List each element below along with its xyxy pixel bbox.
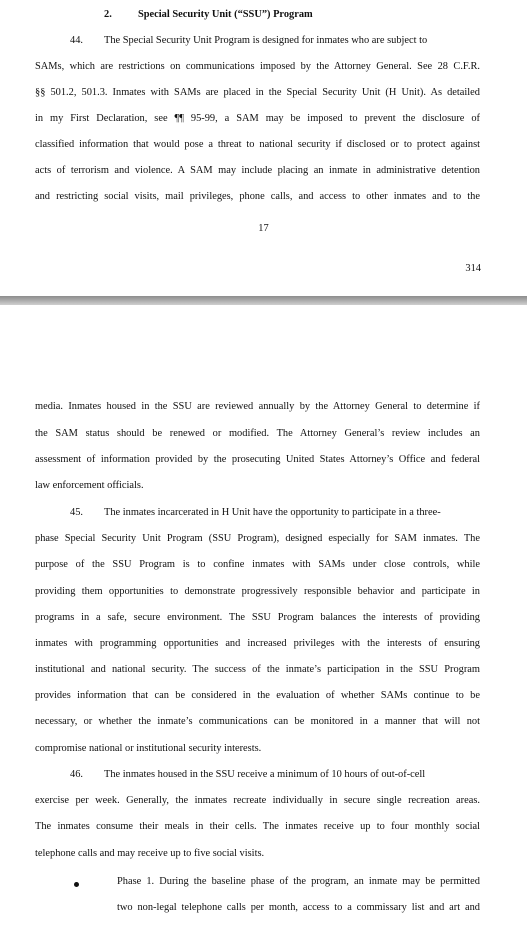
para-46-number: 46. xyxy=(70,769,83,780)
para-45-line-2: phase Special Security Unit Program (SSU Program), designed especially for SAM inmates. The xyxy=(35,533,480,544)
para-44-line-4: in my First Declaration, see ¶¶ 95-99, a SAM may be imposed to prevent the disclosure of xyxy=(35,113,480,124)
page-17 xyxy=(0,0,527,296)
para-44-line-2: SAMs, which are restrictions on communications imposed by the Attorney General. See 28 C.F.R. xyxy=(35,61,480,72)
para-44-number: 44. xyxy=(70,35,83,46)
para-45-line-10: compromise national or institutional security interests. xyxy=(35,743,262,754)
bates-number: 314 xyxy=(465,263,481,274)
para-45-number: 45. xyxy=(70,507,83,518)
para-46-line-1: 46. The inmates housed in the SSU receive a minimum of 10 hours of out-of-cell xyxy=(70,769,426,780)
para-44-line-11: law enforcement officials. xyxy=(35,480,144,491)
para-45-line-3: purpose of the SSU Program is to confine inmates with SAMs under close controls, while xyxy=(35,559,480,570)
para-44-line-3: §§ 501.2, 501.3. Inmates with SAMs are placed in the Special Security Unit (H Unit). As detailed xyxy=(35,87,480,98)
para-45-line-1: 45. The inmates incarcerated in H Unit have the opportunity to participate in a three- xyxy=(70,507,441,518)
para-45-line-4: providing them opportunities to demonstrate progressively responsible behavior and participate in xyxy=(35,586,480,597)
para-44-line-7: and restricting social visits, mail privileges, phone calls, and access to other inmates and to the xyxy=(35,191,480,202)
para-45-line-7: institutional and national security. The success of the inmate’s participation in the SSU Program xyxy=(35,664,480,675)
section-number: 2. xyxy=(104,9,112,20)
para-46-line-3: The inmates consume their meals in their cells. The inmates receive up to four monthly social xyxy=(35,821,480,832)
bullet-dot xyxy=(74,882,79,887)
para-45-line-9: necessary, or whether the inmate’s communications can be monitored in a manner that will not xyxy=(35,716,480,727)
page-number: 17 xyxy=(258,223,269,234)
bullet-1-line-1: Phase 1. During the baseline phase of the program, an inmate may be permitted xyxy=(117,876,480,887)
para-44-line-5: classified information that would pose a threat to national security if disclosed or to protect against xyxy=(35,139,480,150)
para-45-line-6: inmates with programming opportunities and increased privileges with the interests of ensuring xyxy=(35,638,480,649)
section-title: Special Security Unit (“SSU”) Program xyxy=(138,9,313,20)
para-46-line-2: exercise per week. Generally, the inmates recreate individually in secure single recreation areas. xyxy=(35,795,480,806)
para-44-line-1: 44. The Special Security Unit Program is designed for inmates who are subject to xyxy=(70,35,428,46)
para-46-line-4: telephone calls and may receive up to five social visits. xyxy=(35,848,265,859)
para-45-line-8: provides information that can be considered in the evaluation of whether SAMs continue to be xyxy=(35,690,480,701)
para-44-line-6: acts of terrorism and violence. A SAM may include placing an inmate in administrative detention xyxy=(35,165,480,176)
section-heading xyxy=(104,8,313,22)
para-44-line-8: media. Inmates housed in the SSU are reviewed annually by the Attorney General to determine if xyxy=(35,401,480,412)
page-separator xyxy=(0,296,527,305)
bullet-1-line-2: two non-legal telephone calls per month, access to a commissary list and art and xyxy=(117,902,480,913)
para-44-line-10: assessment of information provided by the prosecuting United States Attorney’s Office and federal xyxy=(35,454,480,465)
para-45-line-5: programs in a safe, secure environment. The SSU Program balances the interests of providing xyxy=(35,612,480,623)
para-44-line-9: the SAM status should be renewed or modified. The Attorney General’s review includes an xyxy=(35,428,480,439)
